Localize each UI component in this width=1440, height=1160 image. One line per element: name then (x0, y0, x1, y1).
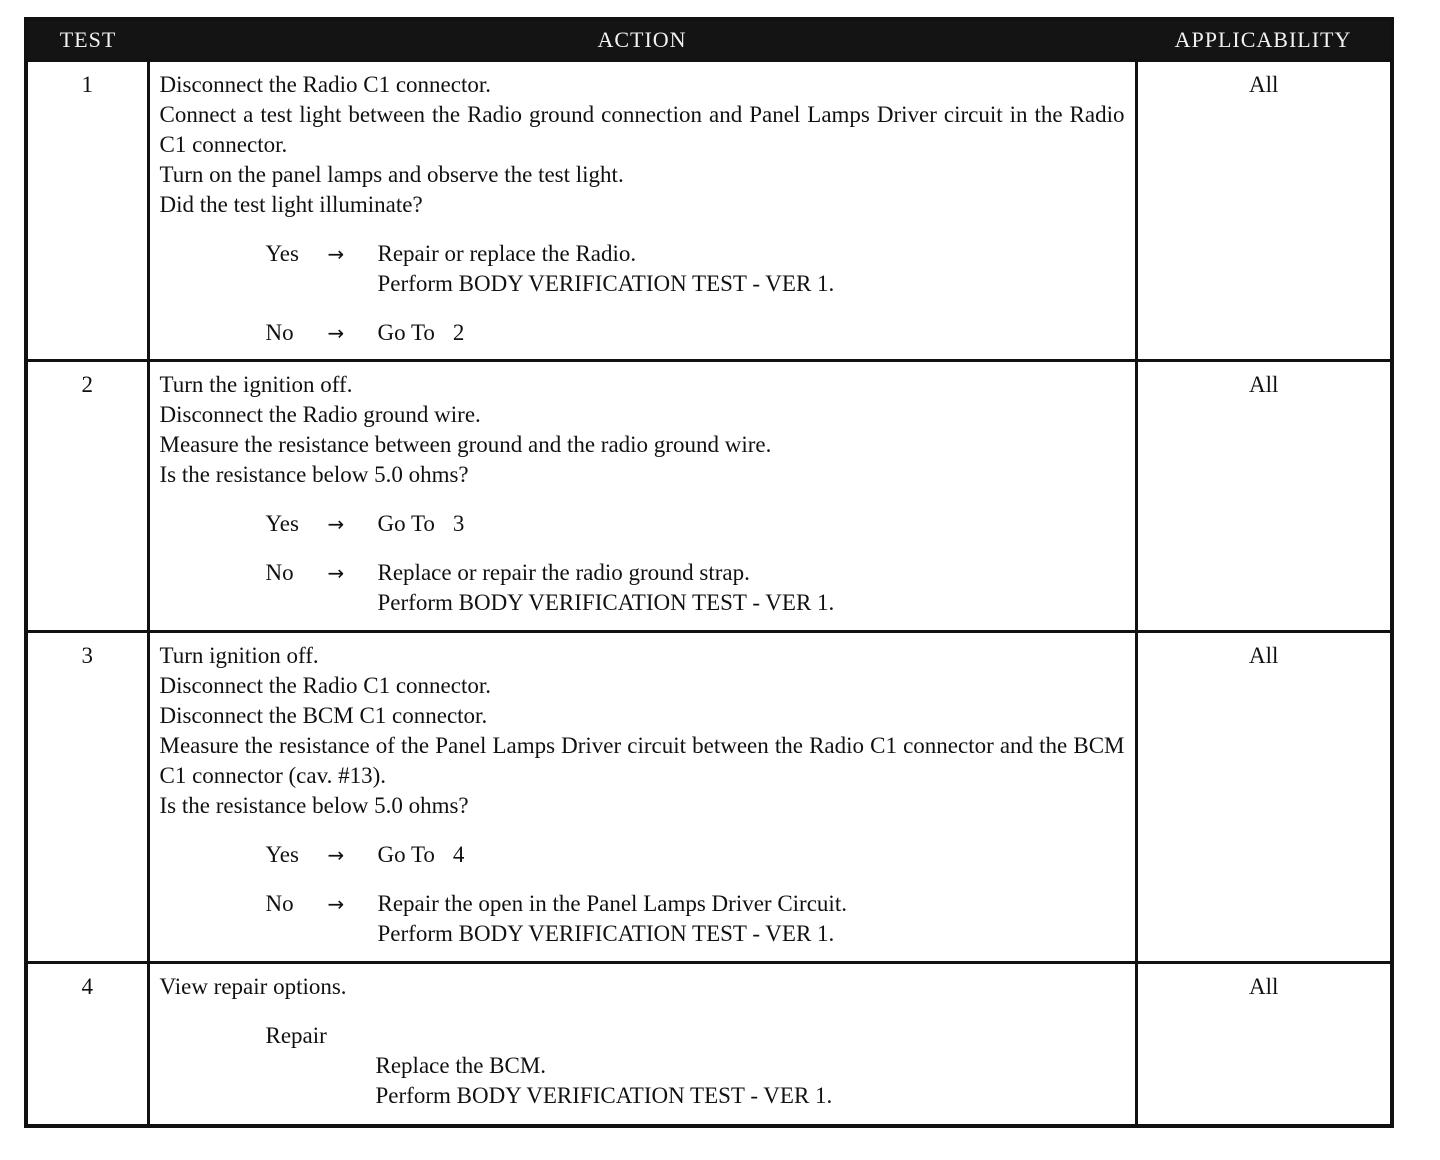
applicability-value: All (1136, 361, 1390, 632)
arrow-icon: → (327, 242, 345, 266)
no-label: No (265, 891, 294, 916)
instruction-line: View repair options. (159, 974, 347, 999)
result-line: Replace or repair the radio ground strap. (377, 560, 750, 585)
instructions (160, 70, 1125, 220)
header-action: ACTION (148, 21, 1136, 61)
instruction-line: Measure the resistance between ground and the radio ground wire. (159, 432, 772, 457)
goto-text: Go To (377, 511, 435, 536)
test-number: 1 (28, 61, 148, 361)
action-cell (148, 963, 1136, 1124)
test-row (28, 61, 1390, 361)
instructions (160, 641, 1125, 821)
no-label: No (265, 320, 294, 345)
yes-result (378, 239, 1125, 299)
goto-text: Go To (377, 842, 435, 867)
repair-label: Repair (265, 1023, 327, 1048)
diagnostic-test-table (24, 17, 1394, 1128)
no-result (378, 318, 1125, 348)
instruction-line: Did the test light illuminate? (159, 192, 423, 217)
action-cell (148, 632, 1136, 963)
instruction-line: Connect a test light between the Radio ground connection and Panel Lamps Driver circuit in the Radio C1 connector. (159, 102, 1125, 157)
applicability-value: All (1136, 61, 1390, 361)
instruction-line: Disconnect the Radio ground wire. (159, 402, 481, 427)
repair-line: Perform BODY VERIFICATION TEST - VER 1. (375, 1083, 833, 1108)
arrow-icon: → (327, 843, 345, 867)
arrow-icon: → (327, 561, 345, 585)
result-line: Perform BODY VERIFICATION TEST - VER 1. (377, 921, 835, 946)
test-row (28, 361, 1390, 632)
yes-branch (266, 239, 1125, 299)
test-row (28, 963, 1390, 1124)
repair-steps (376, 1051, 1125, 1111)
goto-number: 3 (452, 511, 465, 536)
yes-label: Yes (265, 241, 299, 266)
test-row (28, 632, 1390, 963)
no-branch (266, 318, 1125, 348)
arrow-icon: → (327, 321, 345, 345)
repair-line: Replace the BCM. (375, 1053, 547, 1078)
header-test: TEST (28, 21, 148, 61)
instruction-line: Disconnect the Radio C1 connector. (159, 673, 492, 698)
action-cell (148, 61, 1136, 361)
test-table (28, 21, 1390, 1124)
no-branch (266, 558, 1125, 618)
test-number: 4 (28, 963, 148, 1124)
no-label: No (265, 560, 294, 585)
applicability-value: All (1136, 632, 1390, 963)
goto-number: 4 (452, 842, 465, 867)
instruction-line: Disconnect the Radio C1 connector. (159, 72, 492, 97)
goto-number: 2 (452, 320, 465, 345)
instruction-line: Disconnect the BCM C1 connector. (159, 703, 488, 728)
yes-label: Yes (265, 511, 299, 536)
instruction-line: Is the resistance below 5.0 ohms? (159, 462, 469, 487)
yes-branch (266, 509, 1125, 539)
no-result (378, 558, 1125, 618)
header-row (28, 21, 1390, 61)
result-line: Perform BODY VERIFICATION TEST - VER 1. (377, 271, 835, 296)
instruction-line: Measure the resistance of the Panel Lamps Driver circuit between the Radio C1 connector and the BCM C1 connector (cav. #13). (159, 733, 1125, 788)
result-line: Repair the open in the Panel Lamps Driver Circuit. (377, 891, 847, 916)
result-line: Repair or replace the Radio. (377, 241, 637, 266)
arrow-icon: → (327, 892, 345, 916)
goto-text: Go To (377, 320, 435, 345)
yes-label: Yes (265, 842, 299, 867)
instruction-line: Turn ignition off. (159, 643, 319, 668)
yes-branch (266, 840, 1125, 870)
instructions (160, 370, 1125, 490)
no-branch (266, 889, 1125, 949)
action-cell (148, 361, 1136, 632)
instruction-line: Is the resistance below 5.0 ohms? (159, 793, 469, 818)
yes-result (378, 840, 1125, 870)
yes-result (378, 509, 1125, 539)
test-number: 2 (28, 361, 148, 632)
instruction-line: Turn the ignition off. (159, 372, 353, 397)
instructions (160, 972, 1125, 1002)
instruction-line: Turn on the panel lamps and observe the test light. (159, 162, 624, 187)
header-applicability: APPLICABILITY (1136, 21, 1390, 61)
applicability-value: All (1136, 963, 1390, 1124)
test-number: 3 (28, 632, 148, 963)
no-result (378, 889, 1125, 949)
result-line: Perform BODY VERIFICATION TEST - VER 1. (377, 590, 835, 615)
arrow-icon: → (327, 512, 345, 536)
